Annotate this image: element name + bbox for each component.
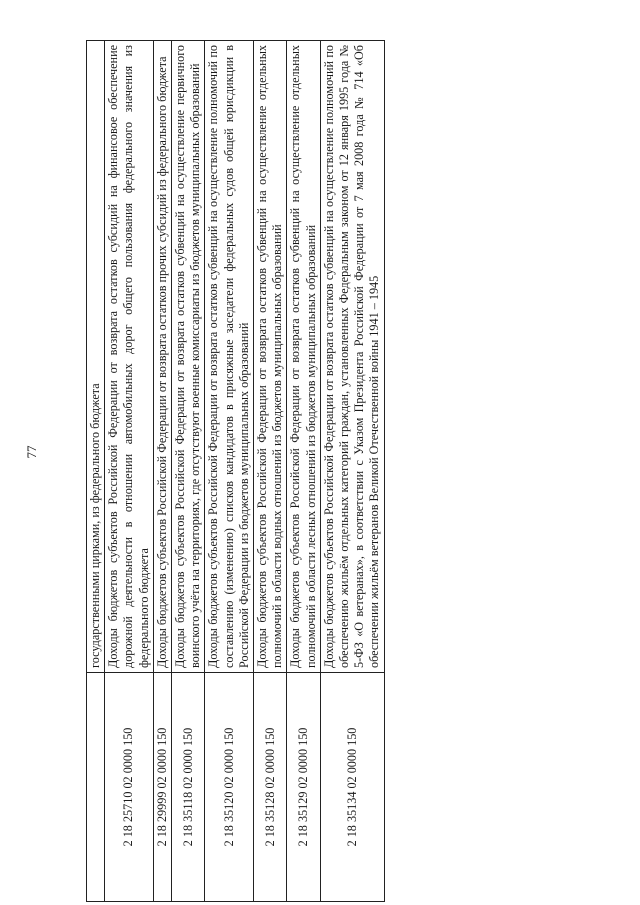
table-row	[153, 41, 171, 902]
description-cell: Доходы бюджетов субъектов Российской Федерации от возврата остатков субвенций на осуществление полномочий по составлению (изменению) списков кандидатов в присяжные заседатели федеральных судов общей юрисдикции в Российской Федерации из бюджетов муниципальных образований	[205, 41, 254, 673]
code-cell: 2 18 35118 02 0000 150	[172, 673, 205, 902]
table-row	[254, 41, 287, 902]
code-cell: 2 18 29999 02 0000 150	[153, 673, 171, 902]
table-row	[205, 41, 254, 902]
code-cell: 2 18 35128 02 0000 150	[254, 673, 287, 902]
description-cell: Доходы бюджетов субъектов Российской Федерации от возврата остатков субвенций на осуществление первичного воинского учёта на территориях, где отсутствуют военные комиссариаты из бюджетов муниципальных образований	[172, 41, 205, 673]
page-number: 77	[24, 445, 39, 459]
table-row	[87, 41, 105, 902]
table-row	[287, 41, 320, 902]
code-cell	[87, 673, 105, 902]
table-row	[320, 41, 384, 902]
description-cell: Доходы бюджетов субъектов Российской Федерации от возврата остатков субвенций на осуществление отдельных полномочий в области водных отношений из бюджетов муниципальных образований	[254, 41, 287, 673]
table-row	[172, 41, 205, 902]
table-row	[105, 41, 154, 902]
description-cell: Доходы бюджетов субъектов Российской Федерации от возврата остатков прочих субсидий из федерального бюджета	[153, 41, 171, 673]
description-cell: Доходы бюджетов субъектов Российской Федерации от возврата остатков субсидий на финансовое обеспечение дорожной деятельности в отношении автомобильных дорог общего пользования федерального значения из федерального бюджета	[105, 41, 154, 673]
description-cell: государственными цирками, из федерального бюджета	[87, 41, 105, 673]
description-cell: Доходы бюджетов субъектов Российской Федерации от возврата остатков субвенций на осуществление полномочий по обеспечению жильём отдельных категорий граждан, установленных Федеральным законом от 12 января 1995 года № 5-ФЗ «О ветеранах», в соответствии с Указом Президента Российской Федерации от 7 мая 2008 года № 714 «Об обеспечении жильём ветеранов Великой Отечественной войны 1941 – 1945	[320, 41, 384, 673]
income-codes-table	[86, 40, 385, 902]
description-cell: Доходы бюджетов субъектов Российской Федерации от возврата остатков субвенций на осуществление отдельных полномочий в области лесных отношений из бюджетов муниципальных образований	[287, 41, 320, 673]
code-cell: 2 18 35134 02 0000 150	[320, 673, 384, 902]
rotated-table-container	[86, 40, 594, 902]
code-cell: 2 18 35129 02 0000 150	[287, 673, 320, 902]
code-cell: 2 18 25710 02 0000 150	[105, 673, 154, 902]
code-cell: 2 18 35120 02 0000 150	[205, 673, 254, 902]
